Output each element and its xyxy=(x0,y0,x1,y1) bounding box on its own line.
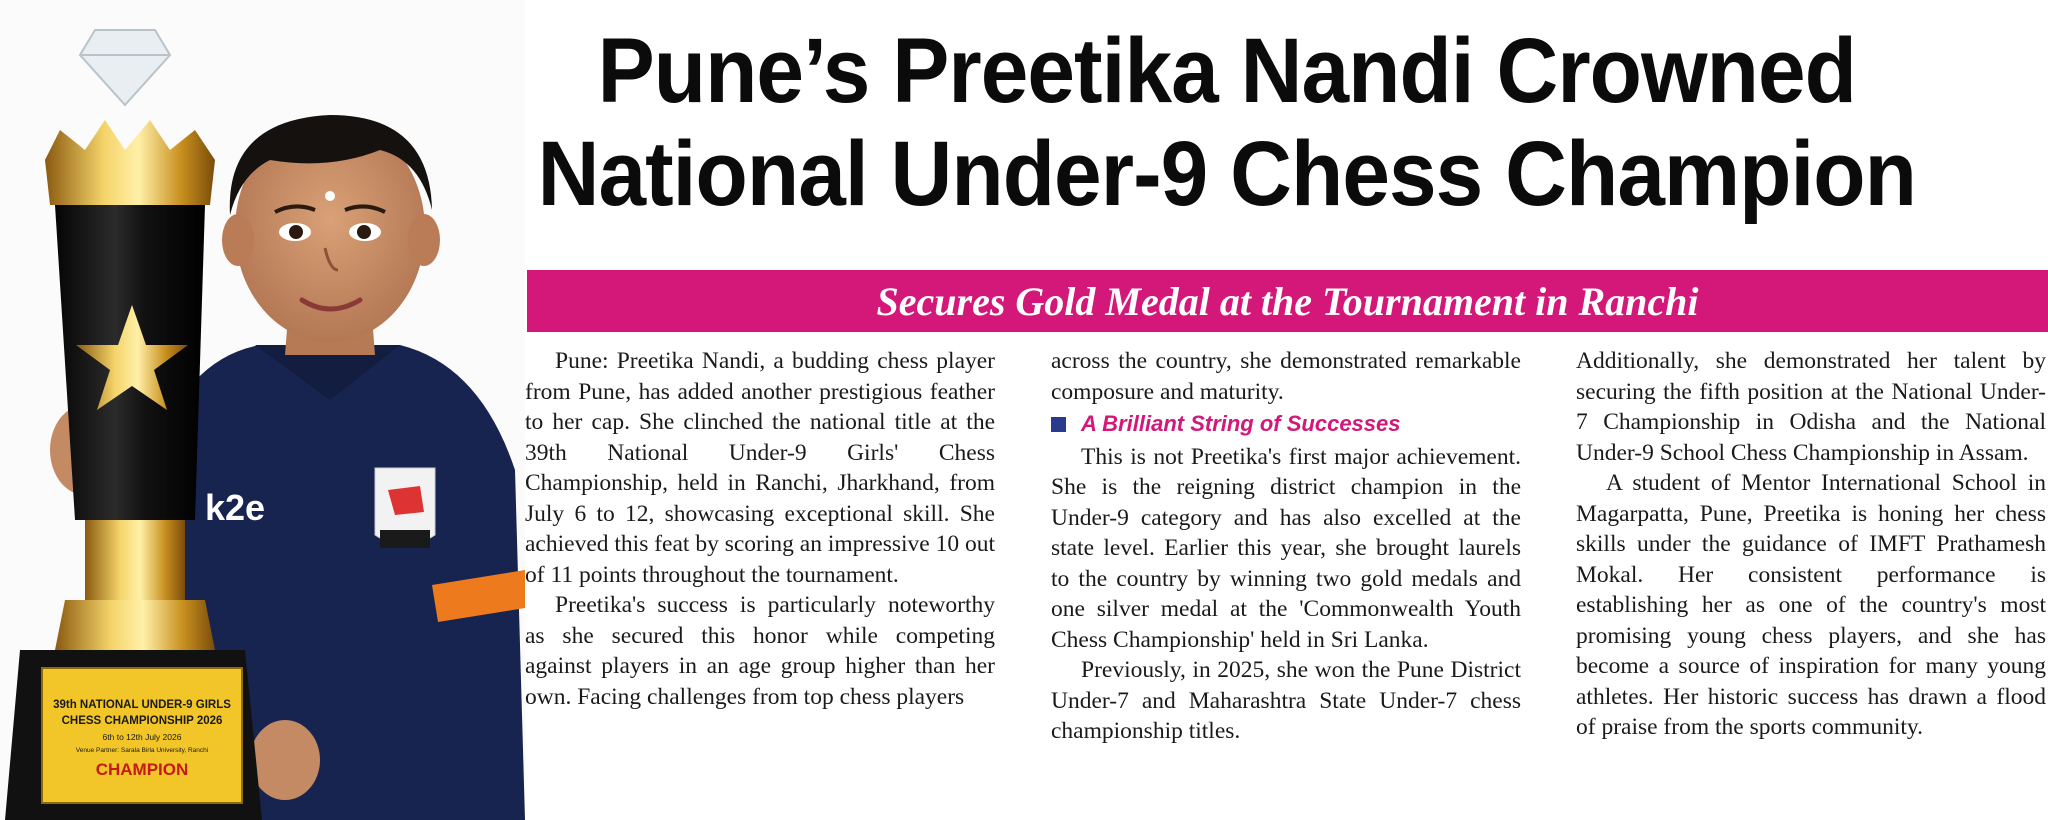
champion-with-trophy-illustration xyxy=(0,0,525,820)
subhead-text: A Brilliant String of Successes xyxy=(1081,411,1401,436)
article-column-2 xyxy=(1051,346,1521,747)
paragraph-school: A student of Mentor International School in Magarpatta, Pune, Preetika is honing her chess skills under the guidance of IMFT Prathamesh Mokal. Her consistent performance is establishing her as one of the country's most promising young chess players, and she has become a source of inspiration for many young athletes. Her historic success has drawn a flood of praise from the sports community. xyxy=(1576,470,2046,740)
paragraph-previously: Previously, in 2025, she won the Pune District Under-7 and Maharashtra State Under-7 chess championship titles. xyxy=(1051,657,1521,744)
paragraph-achievements: This is not Preetika's first major achievement. She is the reigning district champion in the Under-9 category and has also excelled at the state level. Earlier this year, she brought laurels to the country by winning two gold medals and one silver medal at the 'Commonwealth Youth Chess Championship' held in Sri Lanka. xyxy=(1051,443,1521,653)
plaque-venue: Venue Partner: Sarala Birla University, Ranchi xyxy=(75,747,209,754)
square-bullet-icon xyxy=(1051,417,1066,432)
article-subtitle: Secures Gold Medal at the Tournament in Ranchi xyxy=(876,278,1699,324)
subtitle-banner xyxy=(527,270,2048,332)
article-column-1 xyxy=(525,346,995,712)
chess-association-badge-icon xyxy=(375,468,435,548)
headline-line-2: National Under-9 Chess Champion xyxy=(537,123,1916,226)
paragraph-intro: Pune: Preetika Nandi, a budding chess player from Pune, has added another prestigious feather to her cap. She clinched the national title at the 39th National Under-9 Girls' Chess Championship, held in Ranchi, Jharkhand, from July 6 to 12, showcasing exceptional skill. She achieved this feat by scoring an impressive 10 out of 11 points throughout the tournament. xyxy=(525,348,995,588)
headline-line-1: Pune’s Preetika Nandi Crowned xyxy=(597,20,1856,122)
svg-text:k2e: k2e xyxy=(205,487,266,528)
shirt-logo xyxy=(205,487,265,528)
plaque-champion: CHAMPION xyxy=(95,760,189,779)
plaque-title-line1: 39th NATIONAL UNDER-9 GIRLS xyxy=(53,699,231,711)
article-headline xyxy=(520,20,1934,226)
article-column-3 xyxy=(1576,346,2046,743)
paragraph-continued: across the country, she demonstrated remarkable composure and maturity. xyxy=(1051,348,1521,405)
plaque-title-line2: CHESS CHAMPIONSHIP 2026 xyxy=(61,715,223,727)
plaque-dates: 6th to 12th July 2026 xyxy=(102,732,182,742)
paragraph-additionally: Additionally, she demonstrated her talent by securing the fifth position at the National Under-7 Championship in Odisha and the National Under-9 School Chess Championship in Assam. xyxy=(1576,348,2046,466)
section-subhead xyxy=(1051,409,1521,440)
article-photo xyxy=(0,0,525,820)
paragraph-noteworthy: Preetika's success is particularly noteworthy as she secured this honor while competing against players in an age group higher than her own. Facing challenges from top chess players xyxy=(525,592,995,710)
